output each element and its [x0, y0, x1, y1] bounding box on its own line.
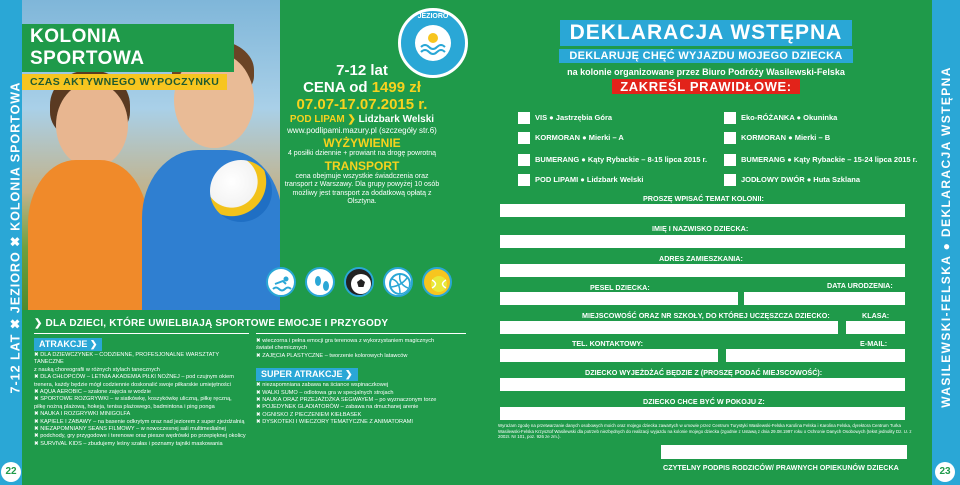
wave-icon — [415, 25, 451, 61]
list-item: ✖ NAUKA ORAZ PRZEJAŻDŻKA SEGWAYEM – po wyznaczonym torze — [256, 397, 437, 404]
volleyball-icon — [383, 267, 413, 297]
declaration-organizer-line: na kolonie organizowane przez Biuro Podróży Wasilewski-Felska — [567, 67, 845, 77]
address-label: ADRES ZAMIESZKANIA: — [659, 254, 743, 263]
phone-label: TEL. KONTAKTOWY: — [572, 339, 644, 348]
footprints-icon — [305, 267, 335, 297]
camp-option-bumerang-1[interactable] — [518, 153, 707, 166]
data-consent-text: Wyrażam zgodę na przetwarzanie danych osobowych moich oraz mojego dziecka zawartych w umowie przez Centrum Turystyki Wasilewski-Felska Karolina Felska i Karolina Felska, dyrektora Centrum Turka Wasilewski-Felska Krzysztof Wasilewski dla potrzeb niezbędnych do realizacji wyjazdu na kolonie mojego dziecka (zgodnie z Ustawą z dnia 29.08.1997 roku o Ochronie Danych Osobowych (tekst jednolity Dz. U. z 2002r. Nr 101, poz. 926 ze zm.). — [498, 423, 912, 440]
list-item: ✖ niezapomniana zabawa na ściance wspinaczkowej — [256, 382, 389, 389]
option-label: BUMERANG ● Kąty Rybackie – 8-15 lipca 2015 r. — [535, 155, 708, 164]
school-label: MIEJSCOWOŚĆ ORAZ NR SZKOŁY, DO KTÓREJ UCZĘSZCZA DZIECKO: — [582, 311, 830, 320]
camp-option-jodlowy-dwor[interactable] — [724, 173, 860, 186]
location-name: Lidzbark Welski — [358, 114, 435, 125]
list-item: ✖ AQUA AEROBIC – szalone zajęcia w wodzie — [34, 389, 151, 396]
roommate-field[interactable] — [500, 407, 905, 420]
list-item: ✖ POJEDYNEK GLADIATORÓW – zabawa na dmuchanej arenie — [256, 404, 419, 411]
page-number-left: 22 — [1, 462, 21, 482]
swim-icon — [266, 267, 296, 297]
list-item: ✖ podchody, gry przygodowe i terenowe oraz piesze wędrówki po przepięknej okolicy — [34, 433, 246, 440]
child-name-label: IMIĘ I NAZWISKO DZIECKA: — [652, 224, 749, 233]
camp-option-pod-lipami[interactable] — [518, 173, 643, 186]
age-range: 7-12 lat — [336, 62, 388, 79]
page-subtitle: CZAS AKTYWNEGO WYPOCZYNKU — [22, 74, 227, 90]
list-item: ✖ NAUKA I ROZGRYWKI MINIGOLFA — [34, 411, 131, 418]
page-number-right: 23 — [935, 462, 955, 482]
camp-option-vis[interactable] — [518, 111, 612, 124]
address-field[interactable] — [500, 264, 905, 277]
list-item: ✖ DLA DZIEWCZYNEK – CODZIENNE, PROFESJONALNE WARSZTATY TANECZNE — [34, 352, 220, 366]
class-field[interactable] — [846, 321, 905, 334]
checkbox[interactable] — [724, 174, 736, 186]
signature-field[interactable] — [661, 445, 907, 459]
checkbox[interactable] — [518, 154, 530, 166]
food-heading: WYŻYWIENIE — [323, 136, 401, 150]
camp-topic-field[interactable] — [500, 204, 905, 217]
option-label: KORMORAN ● Mierki – B — [741, 133, 831, 142]
super-attractions-heading: SUPER ATRAKCJE ❯ — [256, 368, 358, 381]
declaration-subtitle: DEKLARUJĘ CHĘĆ WYJAZDU MOJEGO DZIECKA — [559, 49, 852, 63]
option-label: JODŁOWY DWÓR ● Huta Szklana — [741, 175, 860, 184]
birth-date-field[interactable] — [744, 292, 905, 305]
child-name-field[interactable] — [500, 235, 905, 248]
camp-option-kormoran-a[interactable] — [518, 131, 624, 144]
list-item: ✖ ZAJĘCIA PLASTYCZNE – tworzenie kolorowych latawców — [256, 352, 408, 359]
pesel-label: PESEL DZIECKA: — [590, 283, 650, 292]
birth-date-label: DATA URODZENIA: — [827, 281, 893, 290]
list-item: ✖ DYSKOTEKI I WIECZORY TEMATYCZNE Z ANIMATORAMI — [256, 419, 413, 426]
list-item: trenera, każdy będzie mógł codziennie doskonalić swoje piłkarskie umiejętności — [34, 381, 231, 388]
declaration-title: DEKLARACJA WSTĘPNA — [560, 20, 853, 46]
select-instruction: ZAKREŚL PRAWIDŁOWE: — [612, 79, 800, 94]
attractions-list — [34, 352, 249, 448]
dates: 07.07-17.07.2015 r. — [296, 96, 428, 113]
option-label: BUMERANG ● Kąty Rybackie – 15-24 lipca 2015 r. — [741, 155, 918, 164]
class-label: KLASA: — [862, 311, 890, 320]
declaration-header — [480, 20, 932, 96]
left-side-label: 7-12 LAT ✖ JEZIORO ✖ KOLONIA SPORTOWA — [8, 81, 23, 394]
list-item: ✖ SURVIVAL KIDS – zbudujemy leśny szałas i poznamy tajniki maskowania — [34, 440, 223, 447]
list-item: ✖ DLA CHŁOPCÓW – LETNIA AKADEMIA PIŁKI NOŻNEJ – pod czujnym okiem — [34, 374, 234, 381]
list-item: z nauką choreografii w różnych stylach tanecznych — [34, 366, 160, 373]
url-line: www.podlipami.mazury.pl (szczegóły str.6) — [287, 126, 437, 135]
option-label: KORMORAN ● Mierki – A — [535, 133, 624, 142]
list-item: piłkę nożną plażową, hokeja, tenisa plażowego, badmintona i ping ponga — [34, 403, 215, 410]
page-title: KOLONIA SPORTOWA — [22, 24, 234, 72]
list-item: ✖ SPORTOWE ROZGRYWKI – w siatkówkę, koszykówkę uliczną, piłkę ręczną, — [34, 396, 232, 403]
tennis-icon — [422, 267, 452, 297]
transport-heading: TRANSPORT — [324, 158, 400, 173]
email-label: E-MAIL: — [860, 339, 888, 348]
checkbox[interactable] — [724, 132, 736, 144]
list-item: ✖ KĄPIELE I ZABAWY – na basenie odkrytym oraz nad jeziorem z super zjeżdżalnią — [34, 418, 245, 425]
list-item: ✖ wieczorna i pełna emocji gra terenowa z wykorzystaniem magicznych — [256, 338, 435, 344]
option-label: Eko-RÓŻANKA ● Okuninka — [741, 113, 838, 122]
football-icon — [344, 267, 374, 297]
departure-label: DZIECKO WYJEŻDŻAĆ BĘDZIE Z (PROSZĘ PODAĆ MIEJSCOWOŚĆ): — [585, 368, 823, 377]
price-label: CENA od — [303, 79, 368, 96]
location-prefix: POD LIPAM ❯ — [289, 114, 356, 125]
school-field[interactable] — [500, 321, 838, 334]
roommate-label: DZIECKO CHCE BYĆ W POKOJU Z: — [643, 397, 765, 406]
checkbox[interactable] — [518, 112, 530, 124]
price-line — [282, 79, 442, 96]
price-value: 1499 zł — [371, 79, 421, 96]
email-field[interactable] — [726, 349, 905, 362]
list-item: ✖ NIEZAPOMNIANY SEANS FILMOWY – w nowoczesnej sali multimedialnej — [34, 426, 226, 433]
attractions-column-2 — [256, 333, 466, 457]
right-side-strip — [932, 0, 960, 485]
checkbox[interactable] — [518, 132, 530, 144]
signature-label: CZYTELNY PODPIS RODZICÓW/ PRAWNYCH OPIEKUNÓW DZIECKA — [663, 463, 899, 472]
right-side-label: WASILEWSKI-FELSKA ● DEKLARACJA WSTĘPNA — [939, 66, 953, 408]
section-headline: ❯ DLA DZIECI, KTÓRE UWIELBIAJĄ SPORTOWE EMOCJE I PRZYGODY — [34, 318, 389, 329]
food-text: 4 posiłki dziennie + prowiant na drogę powrotną — [287, 150, 437, 157]
location — [282, 114, 442, 126]
transport-text: cena obejmuje wszystkie świadczenia oraz transport z Warszawy. Dla grupy powyżej 10 osób możliwy jest transport za dodatkową opłatą z Olsztyna. — [284, 172, 440, 205]
camp-topic-label: PROSZĘ WPISAĆ TEMAT KOLONII: — [643, 194, 764, 203]
badge-label: JEZIORO — [417, 13, 449, 20]
option-label: POD LIPAMI ● Lidzbark Welski — [535, 175, 644, 184]
list-item: świateł chemicznych — [256, 345, 307, 352]
camp-option-bumerang-2[interactable] — [724, 153, 917, 166]
checkbox[interactable] — [724, 112, 736, 124]
attractions-column-1 — [34, 333, 249, 457]
attractions-heading: ATRAKCJE ❯ — [34, 338, 102, 351]
option-label: VIS ● Jastrzębia Góra — [535, 113, 613, 122]
left-side-strip — [0, 0, 22, 485]
phone-field[interactable] — [500, 349, 718, 362]
offer-info — [282, 62, 442, 207]
pesel-field[interactable] — [500, 292, 738, 305]
camp-option-kormoran-b[interactable] — [724, 131, 830, 144]
list-item: ✖ OGNISKO Z PIECZENIEM KIEŁBASEK — [256, 411, 362, 418]
departure-field[interactable] — [500, 378, 905, 391]
title-block — [22, 24, 234, 90]
checkbox[interactable] — [724, 154, 736, 166]
camp-option-eko-rozanka[interactable] — [724, 111, 837, 124]
volleyball-image — [210, 160, 272, 222]
checkbox[interactable] — [518, 174, 530, 186]
activity-icons — [266, 267, 456, 301]
list-item: ✖ WALKI SUMO – odlotowa gra w specjalnych strojach — [256, 389, 394, 396]
